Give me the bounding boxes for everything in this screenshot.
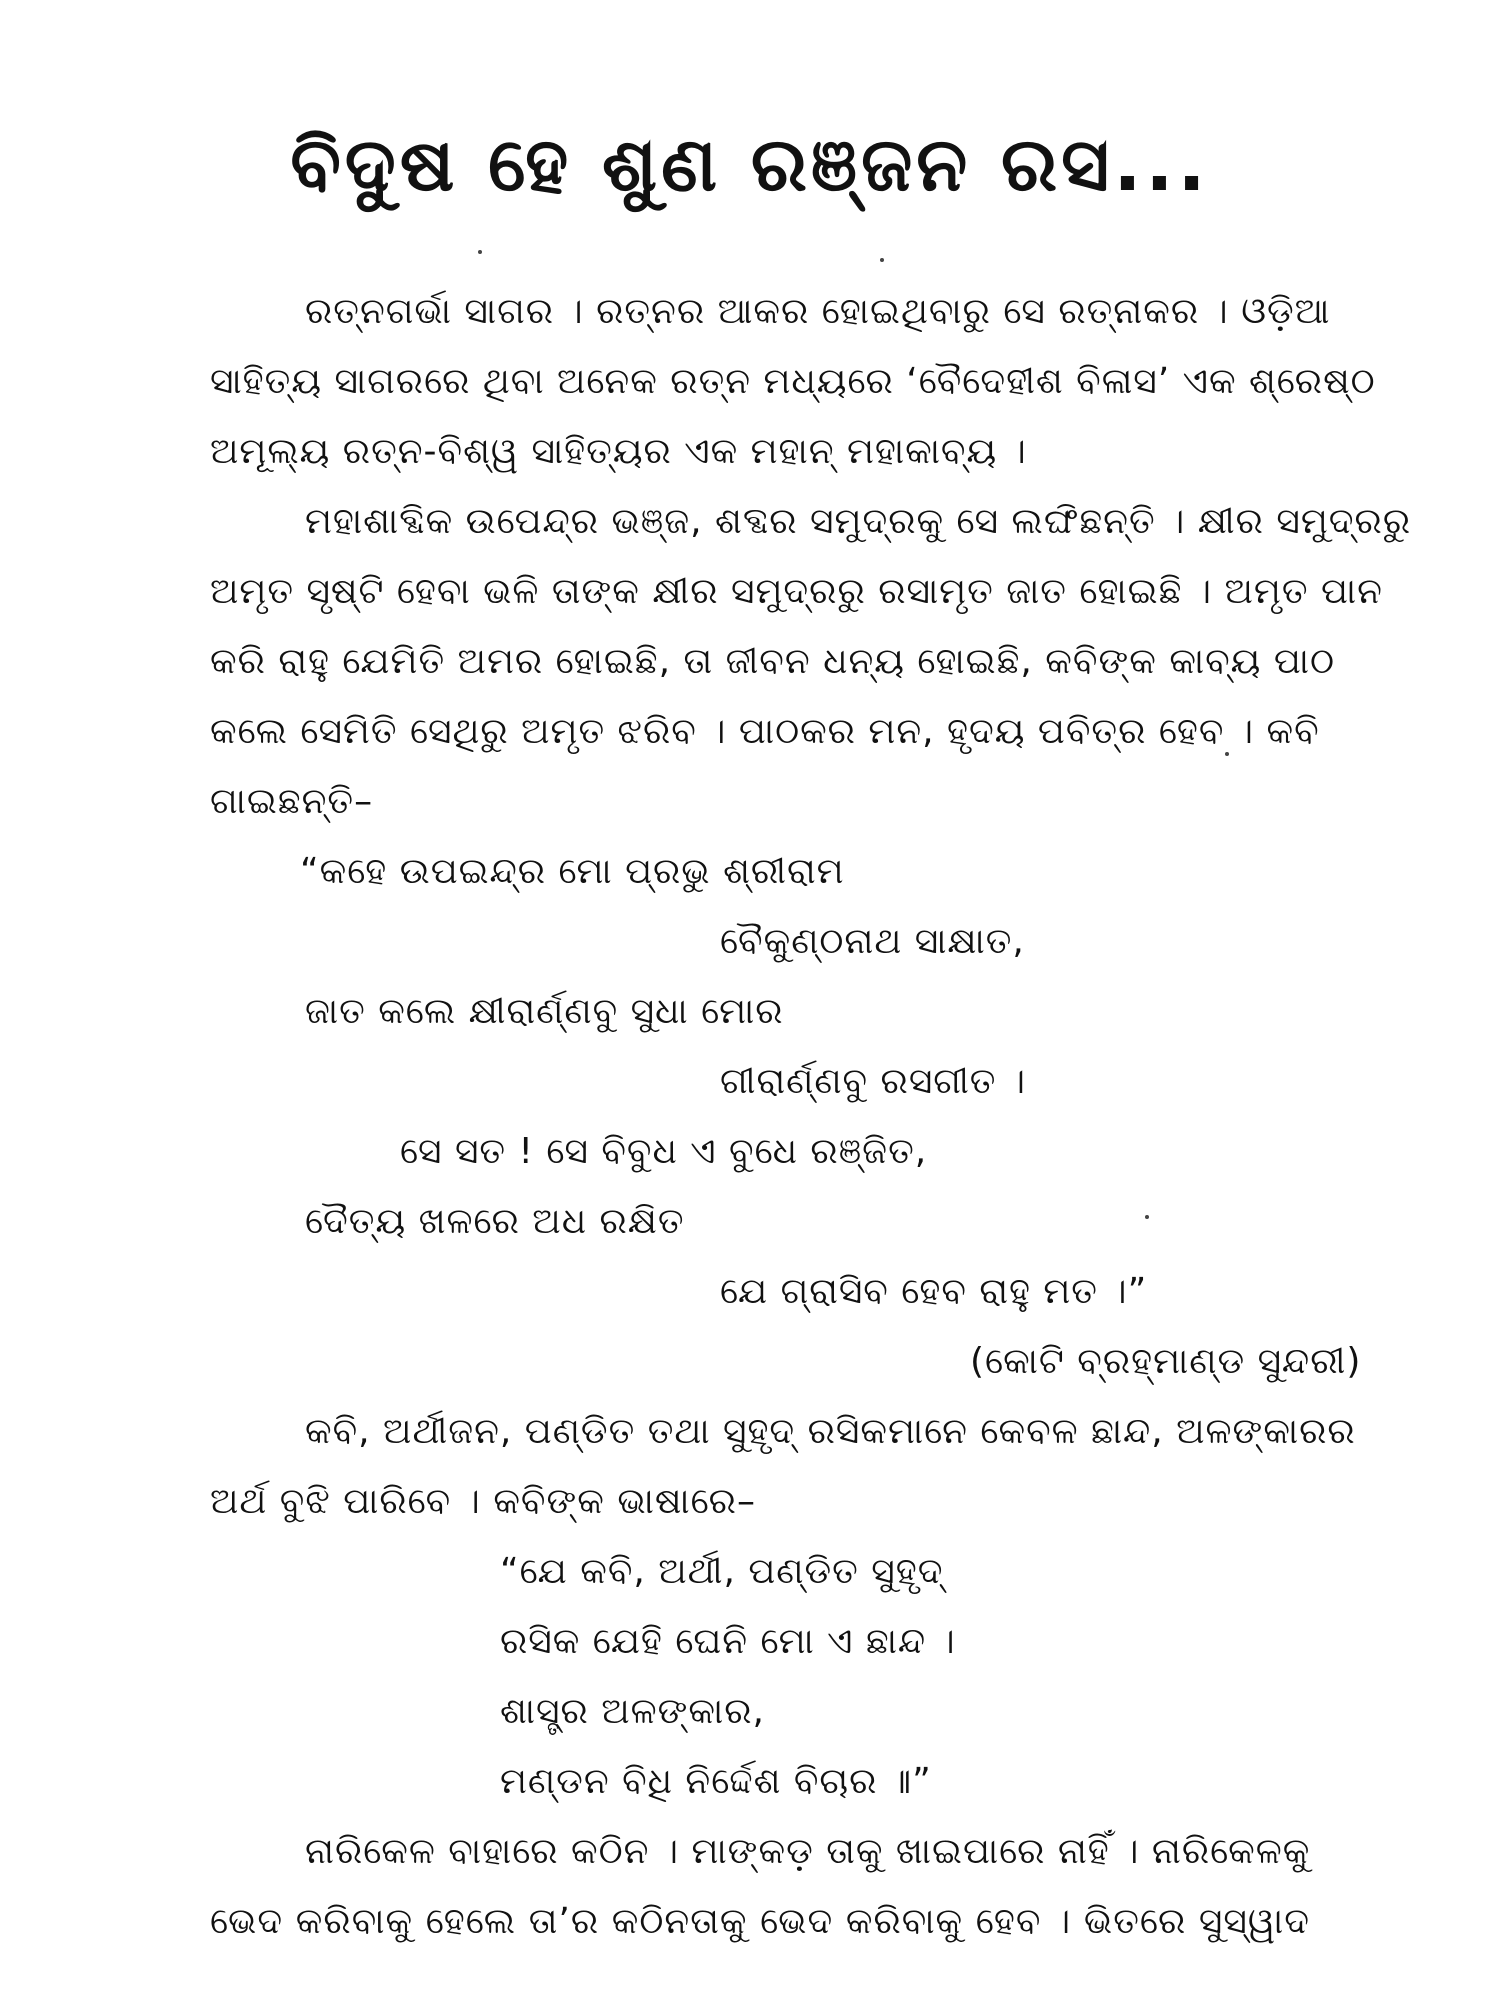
- print-speck: [1145, 1215, 1149, 1219]
- verse1-line-2: ବୈକୁଣ୍ଠନାଥ ସାକ୍ଷାତ,: [720, 921, 1025, 962]
- paragraph1-line-2: ସାହିତ୍ୟ ସାଗରରେ ଥିବା ଅନେକ ରତ୍ନ ମଧ୍ୟରେ ‘ବୈଦେହୀଶ ବିଳାସ’ ଏକ ଶ୍ରେଷ୍ଠ: [210, 361, 1376, 402]
- verse1-citation: (କୋଟି ବ୍ରହ୍ମାଣ୍ଡ ସୁନ୍ଦରୀ): [970, 1341, 1362, 1382]
- verse2-line-3: ଶାସ୍ତ୍ର ଅଳଙ୍କାର,: [500, 1691, 765, 1732]
- paragraph2-line-1: ମହାଶାବ୍ଦିକ ଉପେନ୍ଦ୍ର ଭଞ୍ଜ, ଶବ୍ଦର ସମୁଦ୍ରକୁ ସେ ଲଙ୍ଘିଛନ୍ତି । କ୍ଷୀର ସମୁଦ୍ରରୁ: [305, 501, 1412, 542]
- paragraph4-line-1: ନାରିକେଳ ବାହାରେ କଠିନ । ମାଙ୍କଡ଼ ତାକୁ ଖାଇପାରେ ନାହିଁ । ନାରିକେଳକୁ: [305, 1831, 1311, 1872]
- paragraph1-line-3: ଅମୂଲ୍ୟ ରତ୍ନ-ବିଶ୍ୱ ସାହିତ୍ୟର ଏକ ମହାନ୍ ମହାକାବ୍ୟ ।: [210, 431, 1027, 472]
- verse1-line-4: ଗୀରାର୍ଣ୍ଣବୁ ରସଗୀତ ।: [720, 1061, 1027, 1102]
- paragraph3-line-2: ଅର୍ଥ ବୁଝି ପାରିବେ । କବିଙ୍କ ଭାଷାରେ–: [210, 1481, 756, 1522]
- verse2-line-4: ମଣ୍ଡନ ବିଧି ନିର୍ଦ୍ଦେଶ ବିଚାର ॥”: [500, 1761, 932, 1802]
- verse1-line-3: ଜାତ କଲେ କ୍ଷୀରାର୍ଣ୍ଣବୁ ସୁଧା ମୋର: [305, 991, 784, 1032]
- print-speck: [880, 258, 884, 262]
- paragraph4-line-2: ଭେଦ କରିବାକୁ ହେଲେ ତା’ର କଠିନତାକୁ ଭେଦ କରିବାକୁ ହେବ । ଭିତରେ ସୁସ୍ୱାଦ: [210, 1901, 1310, 1942]
- print-speck: [478, 250, 482, 254]
- print-speck: [1225, 752, 1229, 756]
- verse1-line-6: ଦୈତ୍ୟ ଖଳରେ ଅଧ ରକ୍ଷିତ: [305, 1201, 685, 1242]
- verse1-line-5: ସେ ସତ ! ସେ ବିବୁଧ ଏ ବୁଧେ ରଞ୍ଜିତ,: [400, 1131, 928, 1172]
- paragraph1-line-1: ରତ୍ନଗର୍ଭା ସାଗର । ରତ୍ନର ଆକର ହୋଇଥିବାରୁ ସେ ରତ୍ନାକର । ଓଡ଼ିଆ: [305, 291, 1331, 332]
- paragraph2-line-2: ଅମୃତ ସୃଷ୍ଟି ହେବା ଭଳି ତାଙ୍କ କ୍ଷୀର ସମୁଦ୍ରରୁ ରସାମୃତ ଜାତ ହୋଇଛି । ଅମୃତ ପାନ: [210, 571, 1383, 612]
- verse1-line-1: “କହେ ଉପଇନ୍ଦ୍ର ମୋ ପ୍ରଭୁ ଶ୍ରୀରାମ: [300, 851, 845, 892]
- verse2-line-1: “ଯେ କବି, ଅର୍ଥୀ, ପଣ୍ଡିତ ସୁହୃଦ୍: [500, 1551, 944, 1592]
- paragraph2-line-5: ଗାଇଛନ୍ତି–: [210, 781, 374, 822]
- paragraph2-line-3: କରି ରାହୁ ଯେମିତି ଅମର ହୋଇଛି, ତା ଜୀବନ ଧନ୍ୟ ହୋଇଛି, କବିଙ୍କ କାବ୍ୟ ପାଠ: [210, 641, 1335, 682]
- page-title: ବିଦୁଷ ହେ ଶୁଣ ରଞ୍ଜନ ରସ...: [290, 122, 1210, 208]
- verse2-line-2: ରସିକ ଯେହି ଘେନି ମୋ ଏ ଛାନ୍ଦ ।: [500, 1621, 956, 1662]
- verse1-line-7: ଯେ ଗ୍ରାସିବ ହେବ ରାହୁ ମତ ।”: [720, 1271, 1148, 1312]
- paragraph3-line-1: କବି, ଅର୍ଥୀଜନ, ପଣ୍ଡିତ ତଥା ସୁହୃଦ୍ ରସିକମାନେ କେବଳ ଛାନ୍ଦ, ଅଳଙ୍କାରର: [305, 1411, 1356, 1452]
- paragraph2-line-4: କଲେ ସେମିତି ସେଥିରୁ ଅମୃତ ଝରିବ । ପାଠକର ମନ, ହୃଦୟ ପବିତ୍ର ହେବ । କବି: [210, 711, 1320, 752]
